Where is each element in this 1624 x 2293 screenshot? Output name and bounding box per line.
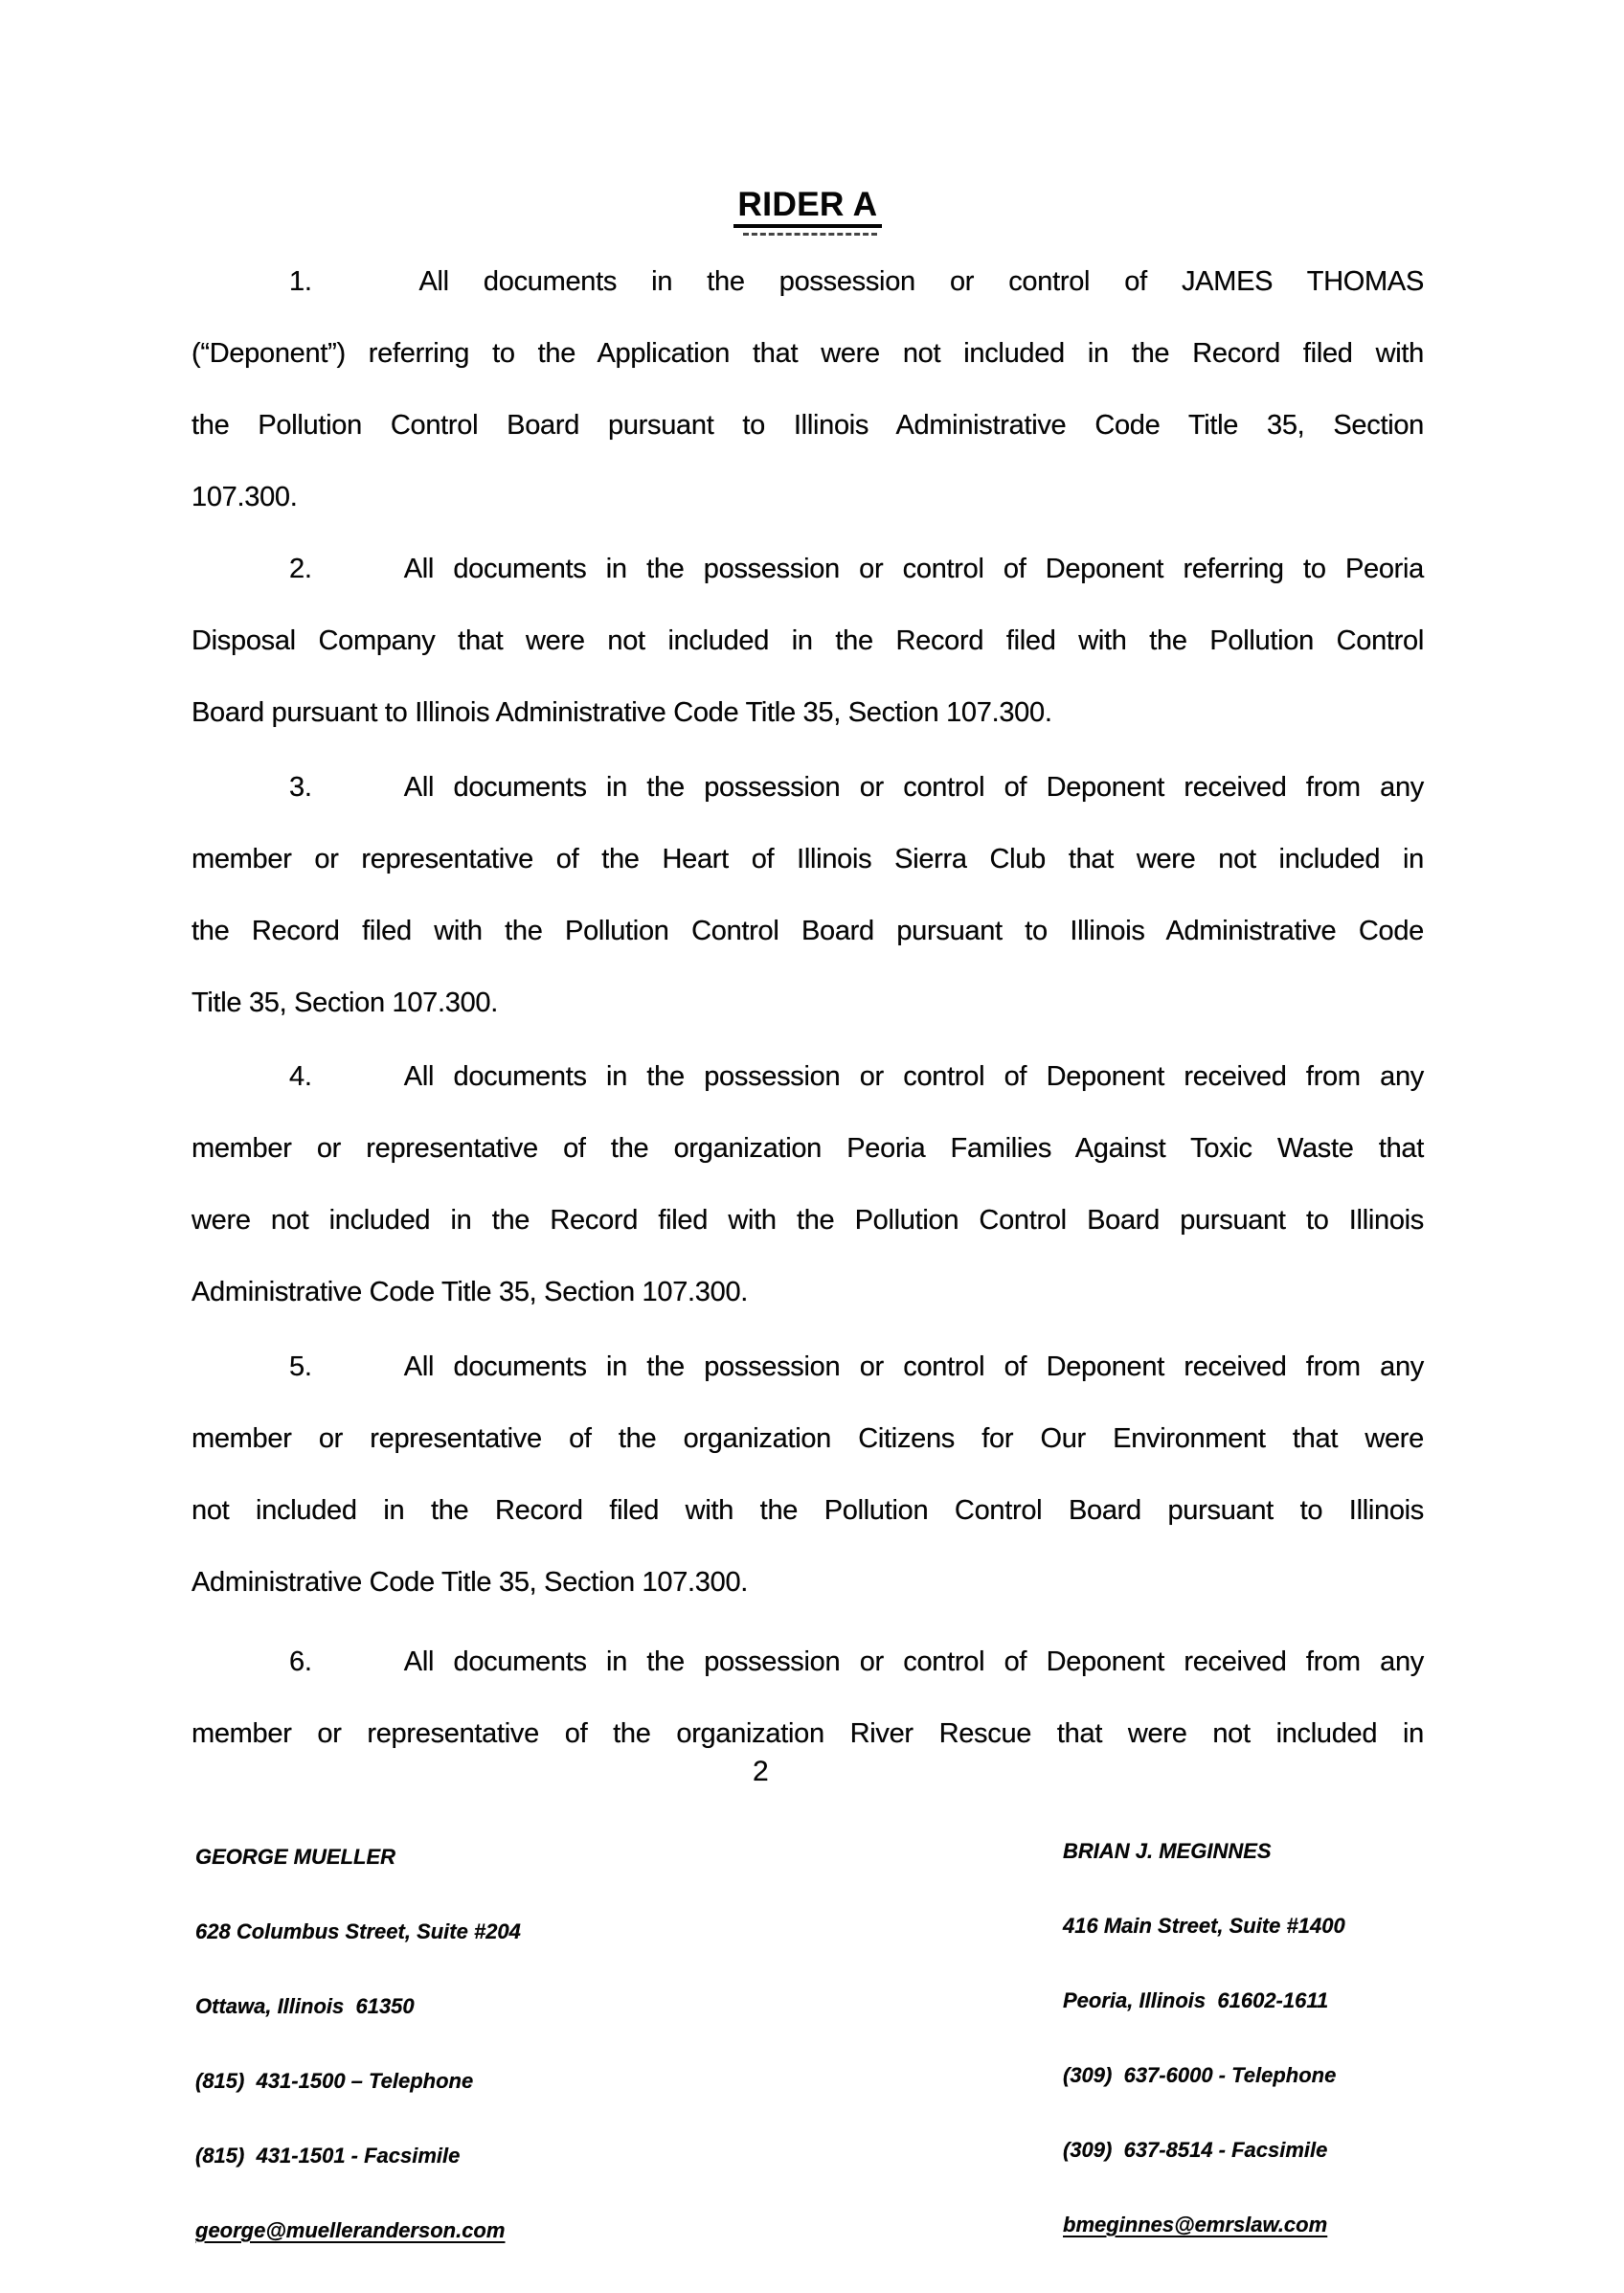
- paragraph-line: [192, 534, 1424, 605]
- paragraph-line: Title 35, Section 107.300.: [192, 988, 499, 1018]
- paragraph-number: 1.: [289, 266, 312, 297]
- attorney-telephone: (309) 637-6000 - Telephone: [1063, 2063, 1337, 2087]
- paragraph-number: 4.: [289, 1061, 312, 1092]
- paragraph-3: [192, 752, 1424, 1039]
- paragraph-line: the Pollution Control Board pursuant to Illinois Administrative Code Title 35, Section: [192, 410, 1424, 441]
- paragraph-number: 2.: [289, 554, 312, 584]
- paragraph-line: not included in the Record filed with the Pollution Control Board pursuant to Illinois: [192, 1495, 1424, 1526]
- attorney-facsimile: (309) 637-8514 - Facsimile: [1063, 2138, 1328, 2162]
- paragraph-line: member or representative of the organization Citizens for Our Environment that were: [192, 1423, 1424, 1454]
- paragraph-line: [192, 1626, 1424, 1698]
- paragraph-number: 3.: [289, 772, 312, 803]
- paragraph-line: member or representative of the Heart of Illinois Sierra Club that were not included in: [192, 844, 1424, 874]
- paragraph-5: [192, 1331, 1424, 1619]
- paragraph-text: All documents in the possession or control of Deponent received from any: [403, 1061, 1424, 1092]
- paragraph-4: [192, 1041, 1424, 1328]
- attorney-email: bmeginnes@emrslaw.com: [1063, 2213, 1328, 2236]
- paragraph-line: Disposal Company that were not included in the Record filed with the Pollution Control: [192, 625, 1424, 656]
- attorney-email: george@muelleranderson.com: [195, 2218, 506, 2242]
- footer-attorney-left: [195, 1795, 521, 2293]
- paragraph-text: All documents in the possession or control of Deponent referring to Peoria: [403, 554, 1424, 584]
- attorney-telephone: (815) 431-1500 – Telephone: [195, 2069, 474, 2093]
- attorney-address-line: Peoria, Illinois 61602-1611: [1063, 1988, 1329, 2012]
- attorney-name: GEORGE MUELLER: [195, 1845, 396, 1869]
- paragraph-number: 5.: [289, 1351, 312, 1382]
- paragraph-1: [192, 246, 1424, 534]
- paragraph-6: [192, 1626, 1424, 1770]
- attorney-address-line: 416 Main Street, Suite #1400: [1063, 1914, 1345, 1938]
- paragraph-line: member or representative of the organization Peoria Families Against Toxic Waste that: [192, 1133, 1424, 1164]
- paragraph-line: Board pursuant to Illinois Administrative Code Title 35, Section 107.300.: [192, 697, 1052, 728]
- paragraph-line: member or representative of the organization River Rescue that were not included in: [192, 1718, 1424, 1749]
- paragraph-text: All documents in the possession or control of Deponent received from any: [403, 772, 1424, 803]
- paragraph-text: All documents in the possession or control of Deponent received from any: [403, 1646, 1424, 1677]
- attorney-facsimile: (815) 431-1501 - Facsimile: [195, 2144, 461, 2168]
- paragraph-text: All documents in the possession or control of Deponent received from any: [403, 1351, 1424, 1382]
- title-underline-artifact: [743, 233, 877, 236]
- page-number: 2: [753, 1756, 769, 1787]
- paragraph-line: were not included in the Record filed with the Pollution Control Board pursuant to Illinois: [192, 1205, 1424, 1236]
- paragraph-line: Administrative Code Title 35, Section 107.300.: [192, 1567, 749, 1598]
- paragraph-line: [192, 752, 1424, 824]
- paragraph-line: [192, 246, 1424, 318]
- title-wrap: [192, 188, 1424, 228]
- paragraph-line: the Record filed with the Pollution Control Board pursuant to Illinois Administrative Code: [192, 916, 1424, 946]
- paragraph-text: All documents in the possession or control of JAMES THOMAS: [418, 266, 1424, 297]
- paragraph-line: (“Deponent”) referring to the Application that were not included in the Record filed with: [192, 338, 1424, 369]
- page-title: RIDER A: [733, 188, 881, 228]
- paragraph-line: [192, 1331, 1424, 1403]
- paragraph-number: 6.: [289, 1646, 312, 1677]
- paragraph-line: Administrative Code Title 35, Section 107.300.: [192, 1277, 749, 1307]
- paragraph-2: [192, 534, 1424, 749]
- paragraph-line: [192, 1041, 1424, 1113]
- paragraph-line: 107.300.: [192, 482, 298, 512]
- footer-attorney-right: [1063, 1789, 1345, 2287]
- attorney-address-line: Ottawa, Illinois 61350: [195, 1994, 415, 2018]
- attorney-name: BRIAN J. MEGINNES: [1063, 1839, 1272, 1863]
- attorney-address-line: 628 Columbus Street, Suite #204: [195, 1919, 521, 1943]
